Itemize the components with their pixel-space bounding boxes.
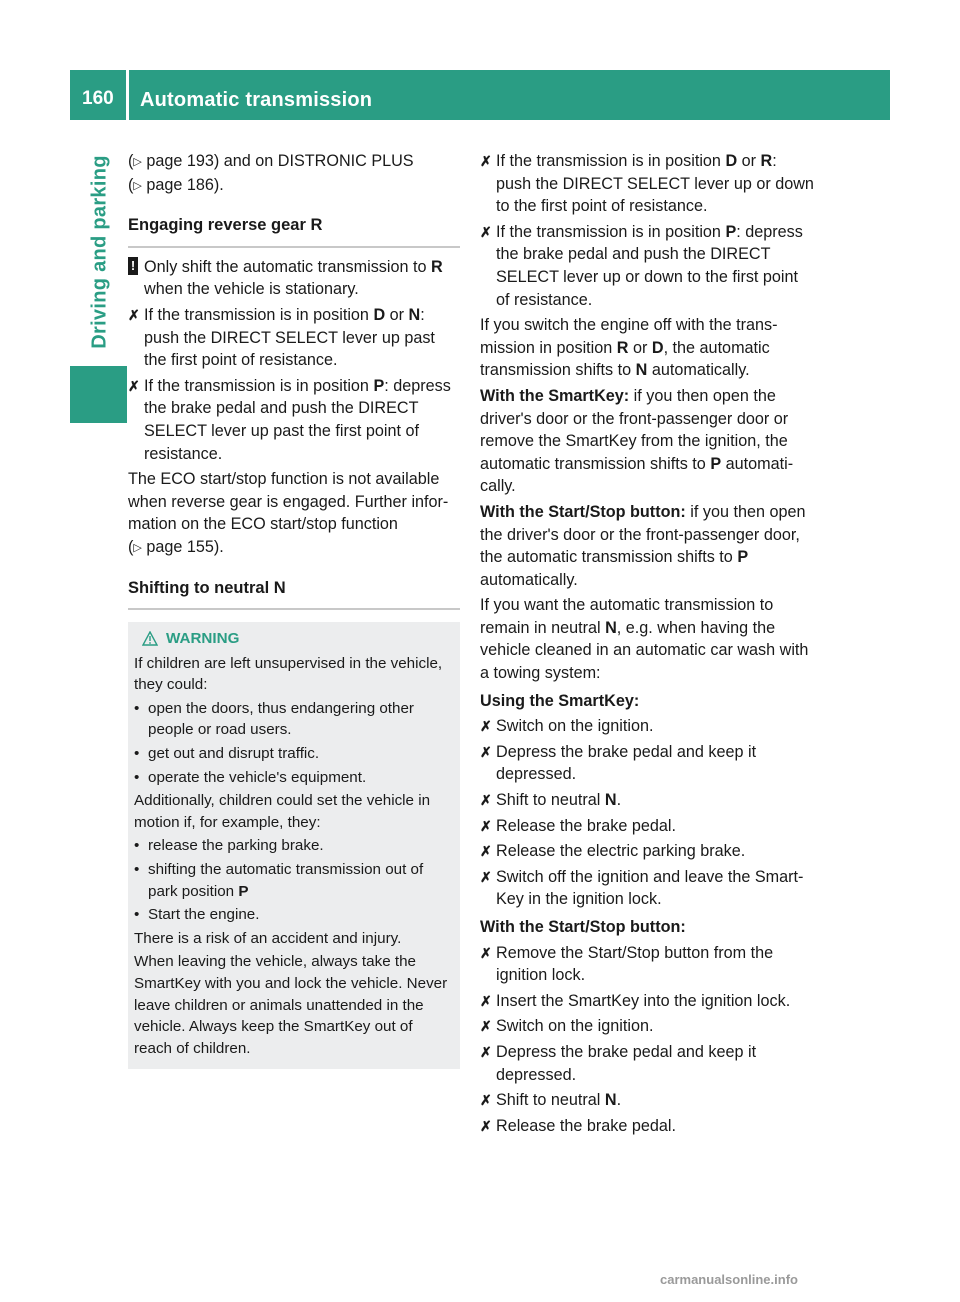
section-heading-neutral: Shifting to neutral N: [128, 578, 286, 597]
step-arrow-icon: ✗: [480, 944, 492, 961]
page-ref-link[interactable]: page 193: [146, 152, 214, 170]
step-arrow-icon: ✗: [480, 868, 492, 885]
warning-bullet: • open the doors, thus endangering other people or road users.: [134, 699, 414, 739]
section-side-label-text: Driving and parking: [88, 155, 111, 349]
bullet-icon: •: [134, 861, 140, 879]
instruction-step: ✗ Switch off the ignition and leave the Smart-Key in the ignition lock.: [480, 867, 804, 909]
warning-bullet: • get out and disrupt traffic.: [134, 743, 452, 765]
step-arrow-icon: ✗: [480, 223, 492, 240]
page-ref-arrow-icon: ▷: [133, 179, 142, 192]
page-ref-link[interactable]: page 186: [146, 175, 214, 194]
header-divider: [126, 70, 129, 120]
instruction-step: ✗ Switch on the ignition.: [480, 715, 814, 738]
subheading-with-startstop: With the Start/Stop button:: [480, 918, 686, 936]
exclamation-icon: !: [128, 257, 138, 275]
bullet-icon: •: [134, 837, 140, 855]
instruction-step: ✗ Release the electric parking brake.: [480, 840, 814, 863]
step-arrow-icon: ✗: [480, 1018, 492, 1035]
warning-box: [128, 622, 460, 1069]
left-column: [128, 150, 460, 1069]
section-side-label: [80, 155, 120, 349]
warning-bullet: • operate the vehicle's equipment.: [134, 767, 452, 789]
section-rule: [128, 246, 460, 248]
instruction-step: ✗ Release the brake pedal.: [480, 1115, 814, 1138]
instruction-step: ✗ Release the brake pedal.: [480, 815, 814, 838]
step-arrow-icon: ✗: [480, 718, 492, 735]
warning-additional: Additionally, children could set the vehicle in motion if, for example, they:: [134, 792, 431, 831]
step-arrow-icon: ✗: [480, 1092, 492, 1109]
step-arrow-icon: ✗: [480, 843, 492, 860]
note-item: ! Only shift the automatic transmission to R when the vehicle is stationary.: [128, 256, 460, 301]
neutral-paragraph: If you want the automatic transmission to remain in neutral N, e.g. when having the vehicle cleaned in an automatic car wash with a towing system:: [480, 596, 809, 683]
step-arrow-icon: ✗: [480, 1117, 492, 1134]
bullet-icon: •: [134, 906, 140, 924]
section-heading-reverse: Engaging reverse gear R: [128, 216, 323, 235]
watermark: carmanualsonline.info: [660, 1272, 798, 1287]
warning-bullet: • shifting the automatic transmission out of park position P: [134, 861, 424, 900]
subheading-using-smartkey: Using the SmartKey:: [480, 691, 640, 710]
instruction-step: ✗ If the transmission is in position P: depress the brake pedal and push the DIRECT SELECT lever up or down to the first point of resistance.: [480, 222, 803, 309]
instruction-step: ✗ Switch on the ignition.: [480, 1015, 814, 1038]
instruction-step: ✗ If the transmission is in position D or N: push the DIRECT SELECT lever up past the first point of resistance.: [128, 305, 435, 370]
section-marker: [70, 366, 127, 423]
instruction-step: ✗ Depress the brake pedal and keep it depressed.: [480, 742, 757, 784]
right-column: [480, 150, 814, 1140]
eco-paragraph: The ECO start/stop function is not available when reverse gear is engaged. Further infor-mation on the ECO start/stop function (▷ page 155).: [128, 470, 449, 556]
instruction-step: ✗ Remove the Start/Stop button from the ignition lock.: [480, 943, 774, 985]
bullet-icon: •: [134, 745, 140, 763]
page-title: Automatic transmission: [140, 89, 373, 111]
warning-risk: There is a risk of an accident and injury.: [134, 929, 402, 947]
warning-title: WARNING: [134, 628, 452, 650]
instruction-step: ✗ Insert the SmartKey into the ignition lock.: [480, 990, 814, 1013]
instruction-step: ✗ If the transmission is in position D or R: push the DIRECT SELECT lever up or down to the first point of resistance.: [480, 152, 814, 216]
page-ref-link[interactable]: page 155: [146, 537, 214, 556]
bullet-icon: •: [134, 699, 140, 717]
step-arrow-icon: ✗: [480, 1043, 492, 1060]
step-arrow-icon: ✗: [480, 792, 492, 809]
step-arrow-icon: ✗: [480, 743, 492, 760]
warning-advice: When leaving the vehicle, always take the SmartKey with you and lock the vehicle. Never leave children or animals unattended in the vehicle. Always keep the SmartKey out of reach of children.: [134, 953, 448, 1057]
section-rule: [128, 608, 460, 610]
step-arrow-icon: ✗: [128, 306, 140, 323]
page-number: 160: [82, 88, 114, 109]
instruction-step: ✗ Depress the brake pedal and keep it depressed.: [480, 1042, 757, 1084]
bullet-icon: •: [134, 768, 140, 786]
smartkey-paragraph: With the SmartKey: if you then open the driver's door or the front-passenger door or remove the SmartKey from the ignition, the automatic transmission shifts to P automati-cally.: [480, 386, 794, 496]
warning-triangle-icon: [142, 631, 158, 646]
step-arrow-icon: ✗: [480, 992, 492, 1009]
intro-paragraph: (▷ page 193) and on DISTRONIC PLUS (▷ page 186).: [128, 152, 414, 194]
step-arrow-icon: ✗: [480, 817, 492, 834]
warning-intro: If children are left unsupervised in the vehicle, they could:: [134, 654, 443, 694]
warning-bullet: • release the parking brake.: [134, 835, 452, 857]
step-arrow-icon: ✗: [480, 153, 492, 169]
instruction-step: ✗ If the transmission is in position P: depress the brake pedal and push the DIRECT SELECT lever up past the first point of resistance.: [128, 376, 451, 463]
instruction-step: ✗ Shift to neutral N.: [480, 1089, 814, 1112]
startstop-paragraph: With the Start/Stop button: if you then open the driver's door or the front-passenger door, the automatic transmission shifts to P automatically.: [480, 502, 806, 589]
page-ref-arrow-icon: ▷: [133, 541, 142, 554]
instruction-step: ✗ Shift to neutral N.: [480, 789, 814, 812]
step-arrow-icon: ✗: [128, 377, 140, 394]
page-ref-arrow-icon: ▷: [133, 156, 142, 168]
warning-bullet: • Start the engine.: [134, 904, 452, 926]
engine-off-paragraph: If you switch the engine off with the trans-mission in position R or D, the automatic transmission shifts to N automatically.: [480, 316, 778, 380]
